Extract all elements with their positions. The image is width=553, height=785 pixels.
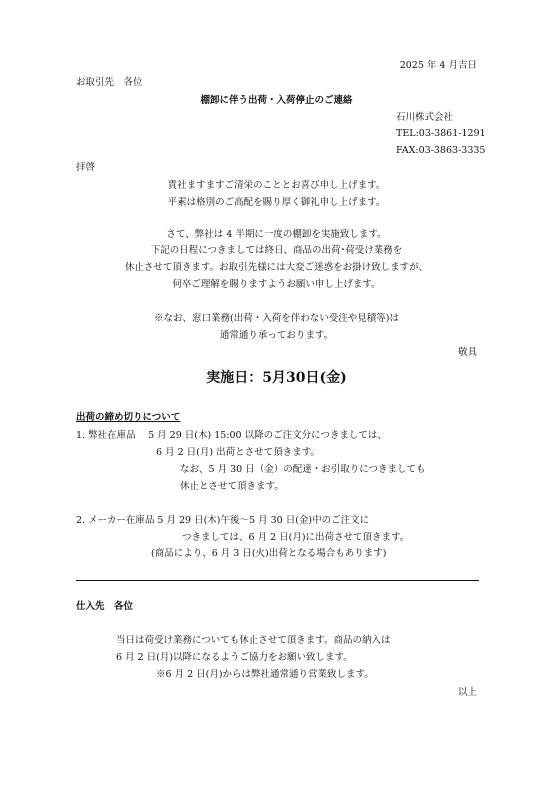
company-fax: FAX:03-3863-3335 [396,145,486,156]
shipping-item2-line: つきましては、6 月 2 日(月)に出荷させて頂きます。 [182,532,410,543]
event-date-value: 5月30日(金) [262,370,347,386]
event-date-label: 実施日： [206,370,263,386]
document-title: 棚卸に伴う出荷・入荷停止のご連絡 [200,95,353,106]
company-name: 石川株式会社 [396,112,454,123]
notice-line: 何卒ご理解を賜りますようお願い申し上げます。 [172,279,381,290]
greeting-line: 貴社ますますご清栄のこととお喜び申し上げます。 [167,180,386,191]
shipping-item1-line: 1. 弊社在庫品 5 月 29 日(木) 15:00 以降のご注文分につきましては、 [76,430,387,441]
notice-line: 下記の日程につきましては終日、商品の出荷･荷受け業務を [150,245,403,256]
notice-line: さて、弊社は 4 半期に一度の棚卸を実施致します。 [166,229,387,240]
salutation: 拝啓 [76,162,96,173]
section-divider [76,580,479,581]
suppliers-line: 当日は荷受け業務についても休止させて頂きます。商品の納入は [116,635,391,646]
recipient-line: お取引先 各位 [76,77,143,88]
shipping-item1-line: 6 月 2 日(月) 出荷とさせて頂きます。 [156,447,320,458]
company-tel: TEL:03-3861-1291 [396,128,486,139]
issue-date: 2025 年 4 月吉日 [399,60,477,71]
end-word: 以上 [457,687,477,698]
shipping-heading: 出荷の締め切りについて [76,412,181,423]
greeting-line: 平素は格別のご高配を賜り厚く御礼申し上げます。 [167,197,386,208]
window-note-line: 通常通り承っております。 [219,330,334,341]
event-date-heading [0,369,553,387]
window-note-line: ※なお、窓口業務(出荷・入荷を伴わない受注や見積等)は [154,313,399,324]
shipping-item2-line: 2. メーカー在庫品 5 月 29 日(木)午後～5 月 30 日(金)中のご注文に [76,515,370,526]
shipping-item2-line: (商品により、6 月 3 日(火)出荷となる場合もあります) [151,548,387,559]
suppliers-line: ※6 月 2 日(月)からは弊社通常通り営業致します。 [156,669,374,680]
suppliers-heading: 仕入先 各位 [76,601,134,612]
suppliers-line: 6 月 2 日(月)以降になるようご協力をお願い致します。 [116,652,353,663]
closing-word: 敬具 [457,347,477,358]
shipping-item1-line: 休止とさせて頂きます。 [180,481,284,492]
notice-line: 休止させて頂きます。お取引先様には大変ご迷惑をお掛け致しますが、 [124,262,429,273]
shipping-item1-line: なお、5 月 30 日（金）の配達・お引取りにつきましても [180,464,426,475]
